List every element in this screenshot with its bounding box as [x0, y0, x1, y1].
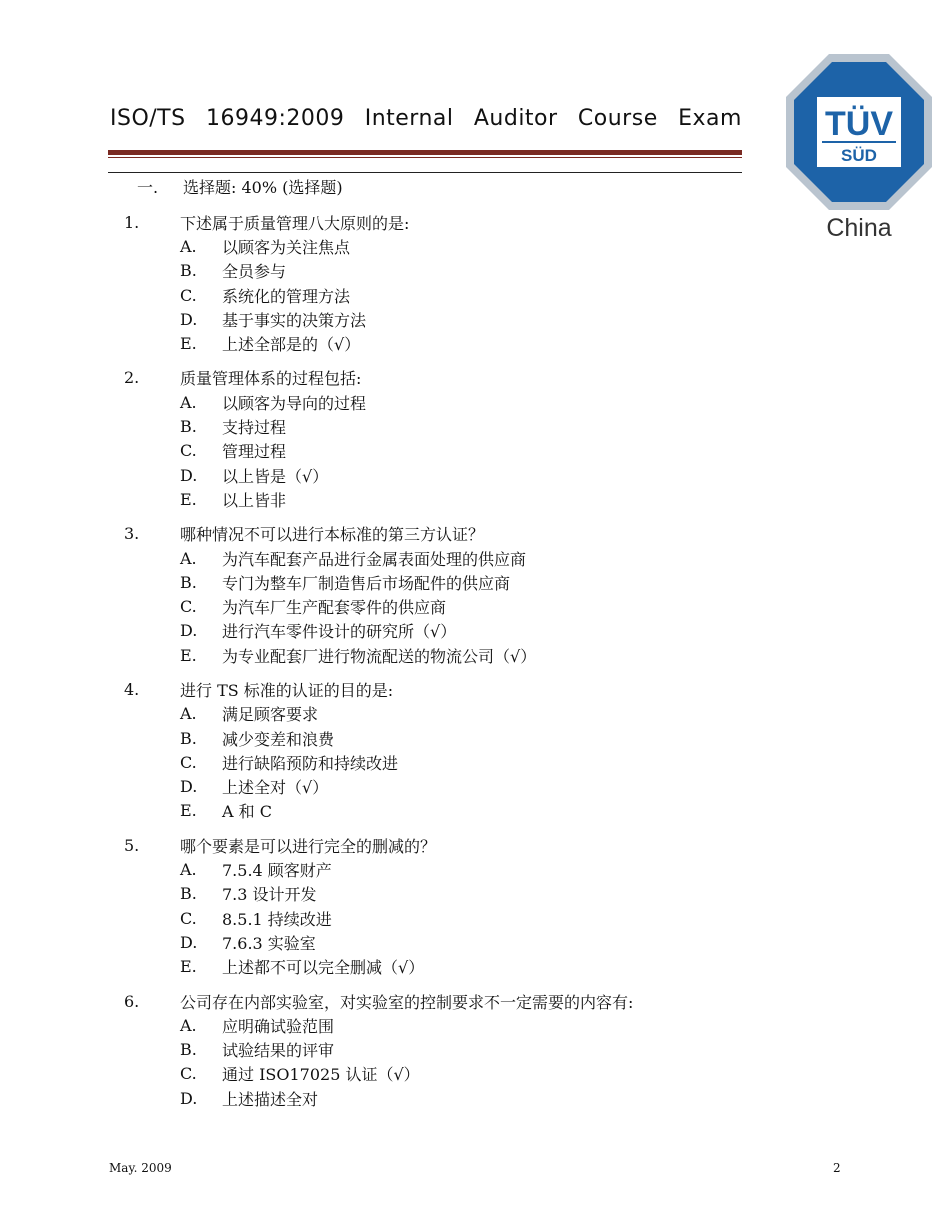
answer-option [0, 594, 760, 618]
header-rule-black [108, 172, 742, 173]
option-letter: E. [180, 801, 197, 821]
title-word: Exam [678, 106, 742, 131]
question-stem [0, 210, 760, 234]
tuv-logo-icon [784, 52, 934, 212]
option-text: A 和 C [222, 802, 272, 822]
option-letter: C. [180, 908, 197, 928]
question-text: 公司存在内部实验室，对实验室的控制要求不一定需要的内容有: [180, 992, 634, 1012]
question-number: 2. [124, 368, 140, 388]
answer-option [0, 906, 760, 930]
question-stem [0, 522, 760, 546]
option-letter: D. [180, 465, 198, 485]
question-number: 1. [124, 212, 140, 232]
question-text: 哪种情况不可以进行本标准的第三方认证？ [180, 525, 485, 545]
option-text: 管理过程 [222, 442, 287, 462]
answer-option [0, 1038, 760, 1062]
option-letter: A. [180, 548, 197, 568]
option-letter: D. [180, 1088, 198, 1108]
answer-option [0, 390, 760, 414]
question-stem [0, 833, 760, 857]
answer-option [0, 750, 760, 774]
option-text: 减少变差和浪费 [222, 729, 335, 749]
option-text: 7.3 设计开发 [222, 885, 317, 905]
question-text: 进行 TS 标准的认证的目的是: [180, 680, 394, 700]
header-rule-thin [108, 157, 742, 158]
section-number: 一. [137, 178, 159, 197]
option-text: 试验结果的评审 [222, 1041, 335, 1061]
answer-option [0, 307, 760, 331]
option-text: 专门为整车厂制造售后市场配件的供应商 [222, 573, 511, 593]
question-stem [0, 677, 760, 701]
option-letter: D. [180, 777, 198, 797]
option-letter: C. [180, 1064, 197, 1084]
question-text: 质量管理体系的过程包括: [180, 369, 362, 389]
question-list [0, 210, 760, 1120]
option-text: 应明确试验范围 [222, 1016, 335, 1036]
option-text: 7.6.3 实验室 [222, 933, 316, 953]
option-text: 进行汽车零件设计的研究所（√） [222, 622, 457, 642]
question-number: 5. [124, 835, 140, 855]
option-letter: E. [180, 334, 197, 354]
question-item [0, 989, 760, 1110]
option-letter: A. [180, 236, 197, 256]
title-word: 16949:2009 [205, 106, 345, 131]
answer-option [0, 799, 760, 823]
answer-option [0, 726, 760, 750]
question-item [0, 677, 760, 823]
option-letter: D. [180, 621, 198, 641]
title-word: Internal [364, 106, 454, 131]
option-text: 满足顾客要求 [222, 705, 319, 725]
answer-option [0, 857, 760, 881]
option-letter: B. [180, 417, 197, 437]
option-text: 以上皆是（√） [222, 466, 329, 486]
logo-caption: China [826, 214, 892, 242]
section-heading [137, 175, 343, 198]
option-text: 7.5.4 顾客财产 [222, 861, 332, 881]
option-letter: D. [180, 932, 198, 952]
option-letter: B. [180, 728, 197, 748]
option-text: 全员参与 [222, 262, 287, 282]
option-letter: E. [180, 645, 197, 665]
answer-option [0, 1013, 760, 1037]
option-letter: C. [180, 285, 197, 305]
header-rule-thick [108, 150, 742, 155]
option-text: 8.5.1 持续改进 [222, 909, 332, 929]
answer-option [0, 414, 760, 438]
option-text: 基于事实的决策方法 [222, 310, 367, 330]
option-letter: B. [180, 261, 197, 281]
option-letter: A. [180, 392, 197, 412]
option-letter: E. [180, 957, 197, 977]
option-letter: C. [180, 597, 197, 617]
answer-option [0, 463, 760, 487]
answer-option [0, 1062, 760, 1086]
option-letter: B. [180, 884, 197, 904]
answer-option [0, 702, 760, 726]
answer-option [0, 775, 760, 799]
option-text: 支持过程 [222, 418, 287, 438]
question-stem [0, 989, 760, 1013]
question-number: 4. [124, 679, 140, 699]
question-number: 6. [124, 991, 140, 1011]
option-text: 上述描述全对 [222, 1089, 319, 1109]
answer-option [0, 930, 760, 954]
option-text: 为汽车配套产品进行金属表面处理的供应商 [222, 549, 527, 569]
answer-option [0, 487, 760, 511]
option-text: 通过 ISO17025 认证（√） [222, 1065, 420, 1085]
option-letter: A. [180, 704, 197, 724]
answer-option [0, 882, 760, 906]
answer-option [0, 643, 760, 667]
answer-option [0, 259, 760, 283]
option-letter: A. [180, 1015, 197, 1035]
option-text: 上述都不可以完全删减（√） [222, 958, 425, 978]
option-text: 以上皆非 [222, 490, 287, 510]
option-text: 系统化的管理方法 [222, 286, 351, 306]
document-title [110, 106, 742, 131]
answer-option [0, 331, 760, 355]
footer-page-number: 2 [833, 1161, 841, 1175]
option-text: 上述全部是的（√） [222, 335, 361, 355]
question-stem [0, 366, 760, 390]
answer-option [0, 1086, 760, 1110]
question-item [0, 522, 760, 668]
option-letter: E. [180, 489, 197, 509]
answer-option [0, 955, 760, 979]
title-word: Auditor [473, 106, 558, 131]
question-text: 哪个要素是可以进行完全的删减的？ [180, 836, 437, 856]
answer-option [0, 546, 760, 570]
option-letter: C. [180, 752, 197, 772]
logo-wordmark-bottom: SÜD [841, 146, 877, 165]
tuv-sud-logo [784, 52, 934, 243]
option-letter: B. [180, 572, 197, 592]
question-number: 3. [124, 524, 140, 544]
title-word: ISO/TS [110, 106, 186, 131]
option-text: 以顾客为导向的过程 [222, 393, 367, 413]
option-text: 为汽车厂生产配套零件的供应商 [222, 598, 447, 618]
question-item [0, 366, 760, 512]
answer-option [0, 619, 760, 643]
question-item [0, 833, 760, 979]
answer-option [0, 283, 760, 307]
option-letter: A. [180, 860, 197, 880]
answer-option [0, 439, 760, 463]
option-letter: D. [180, 309, 198, 329]
logo-wordmark-top: TÜV [825, 105, 893, 143]
option-text: 为专业配套厂进行物流配送的物流公司（√） [222, 646, 537, 666]
option-letter: B. [180, 1040, 197, 1060]
option-text: 进行缺陷预防和持续改进 [222, 753, 399, 773]
footer-date: May. 2009 [109, 1161, 172, 1175]
title-word: Course [577, 106, 658, 131]
question-item [0, 210, 760, 356]
answer-option [0, 234, 760, 258]
question-text: 下述属于质量管理八大原则的是: [180, 213, 410, 233]
option-letter: C. [180, 441, 197, 461]
option-text: 上述全对（√） [222, 778, 329, 798]
section-title: 选择题: 40% (选择题) [183, 178, 343, 197]
option-text: 以顾客为关注焦点 [222, 237, 351, 257]
answer-option [0, 570, 760, 594]
